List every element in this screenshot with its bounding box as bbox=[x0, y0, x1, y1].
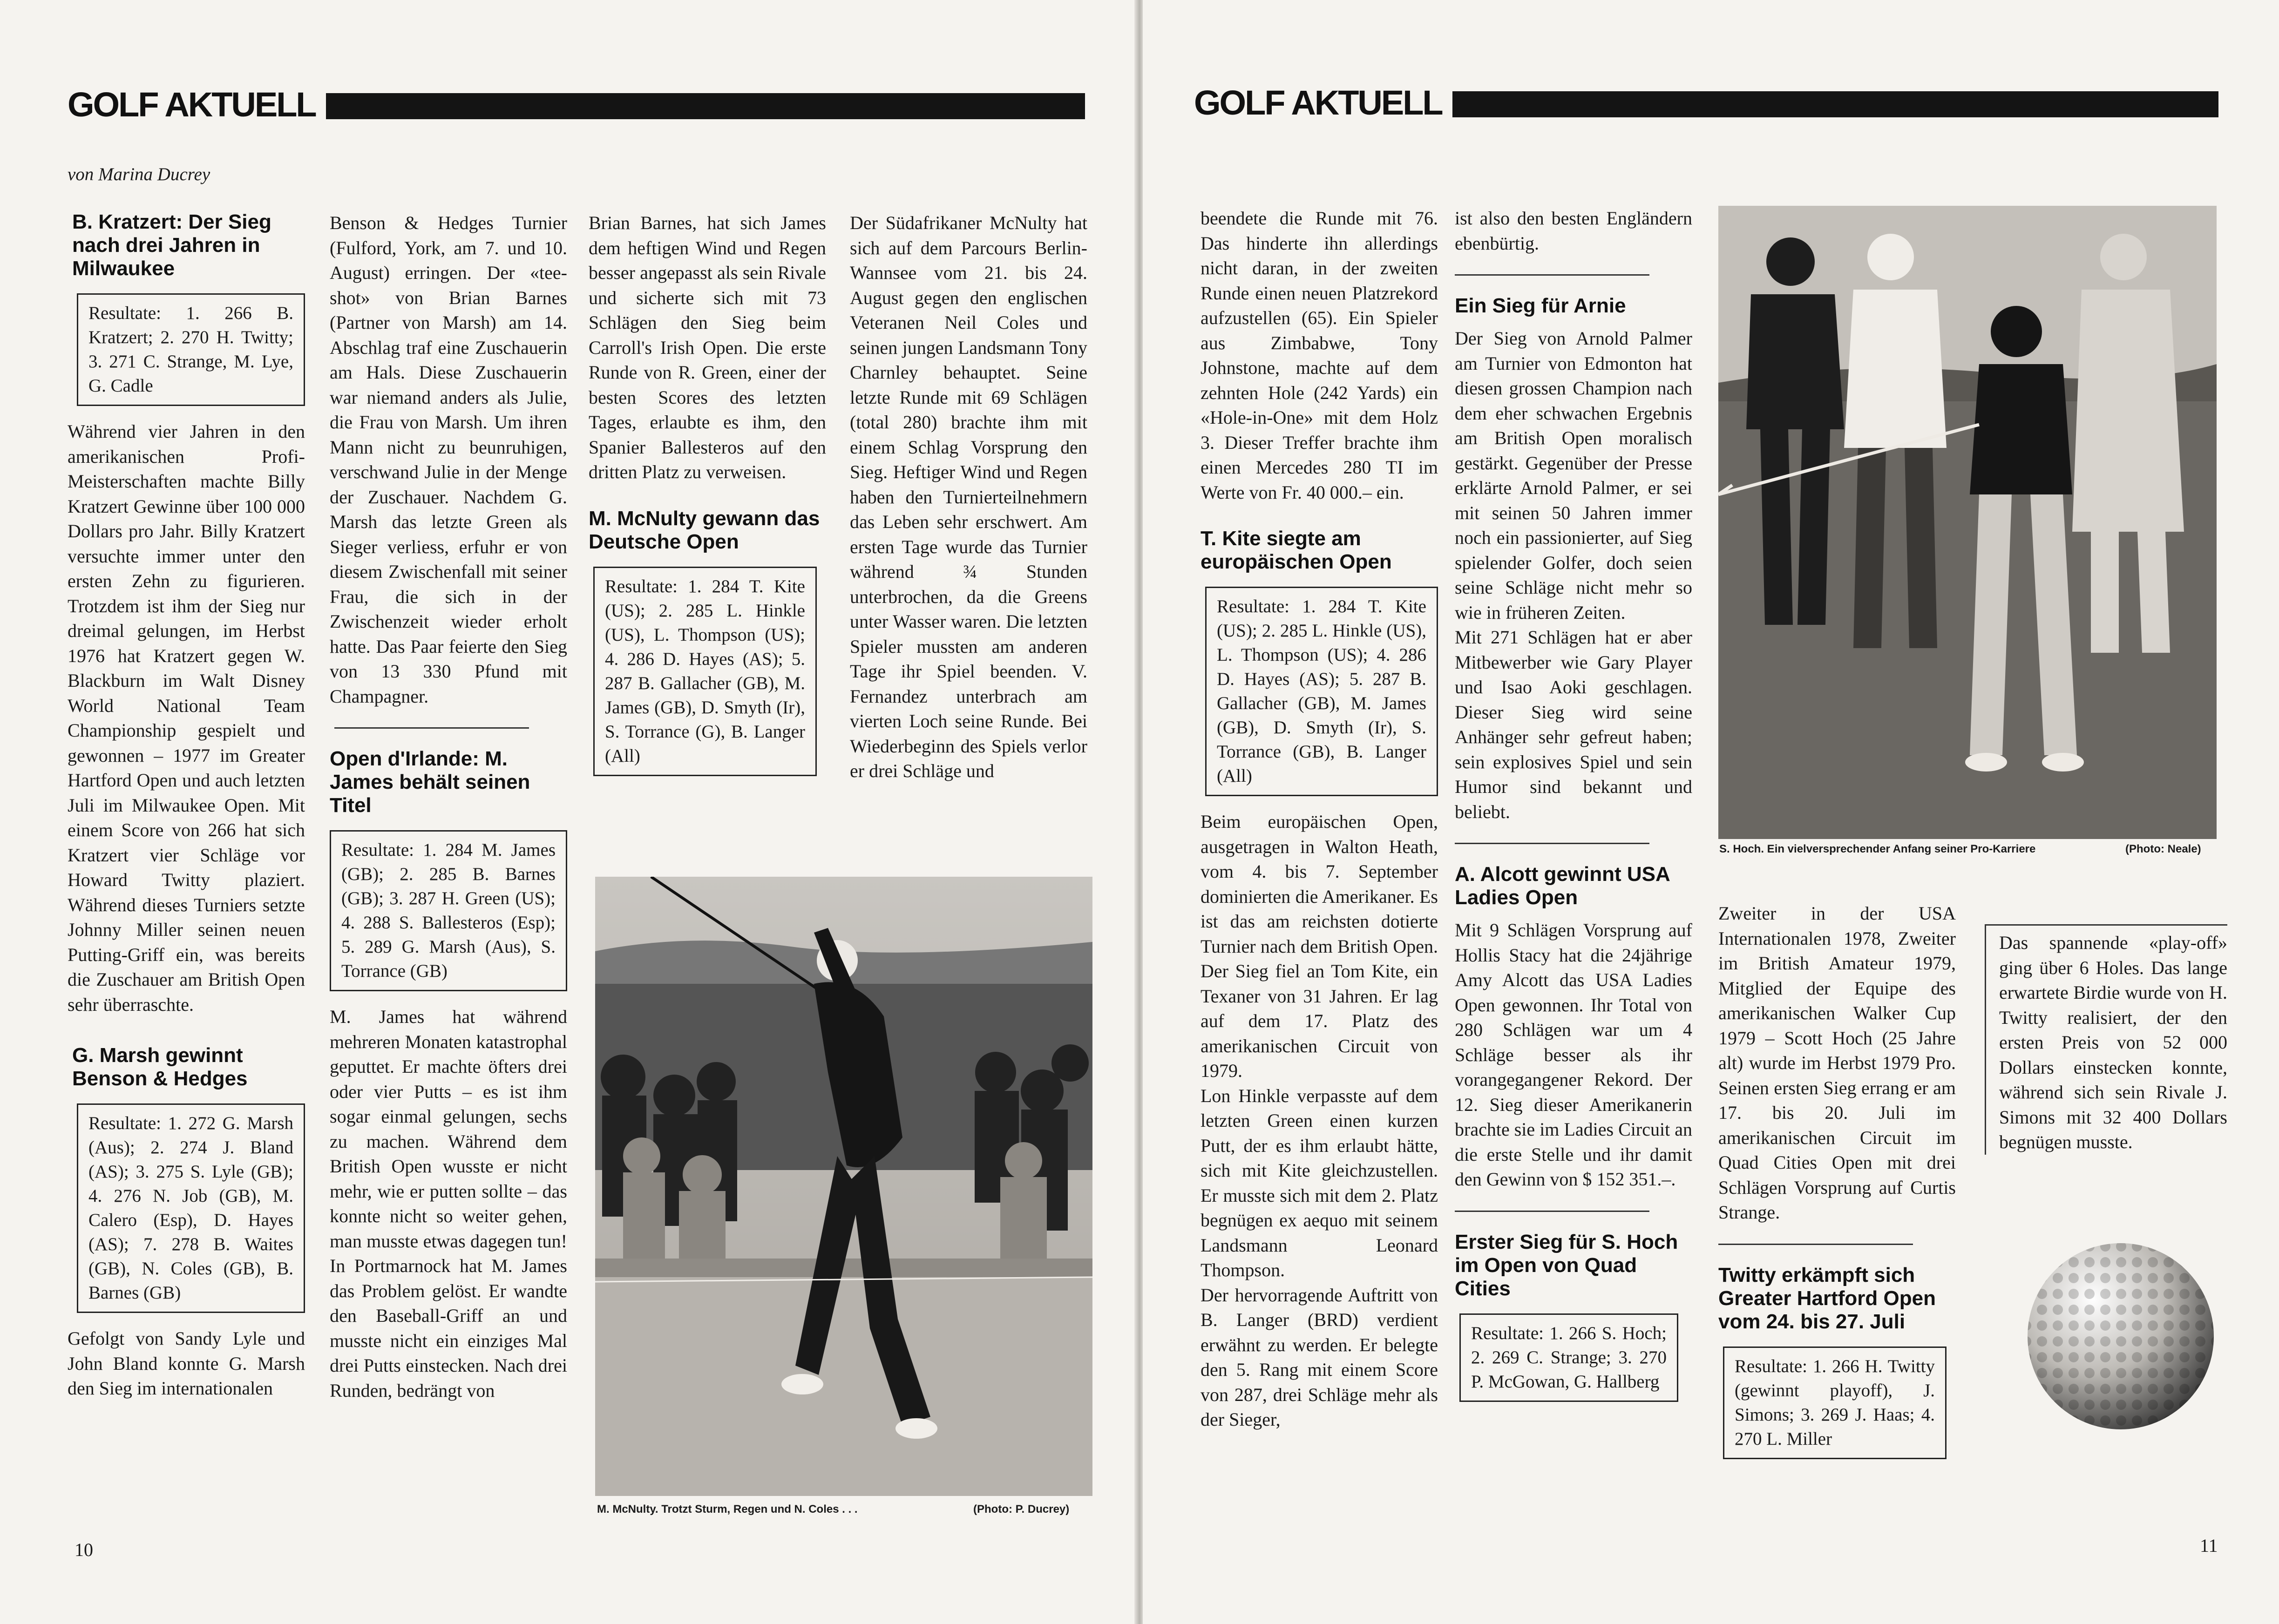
article-paragraph: Mit 271 Schlägen hat er aber Mitbewerber wie Gary Player und Isao Aoki geschlagen. Dieser Sieg wird seine Anhänger sehr gefreut haben; sein explosives Spiel und sein Humor sind bekannt und beliebt. bbox=[1455, 627, 1692, 822]
results-box: Resultate: 1. 266 H. Twitty (gewinnt playoff), J. Simons; 3. 269 J. Haas; 4. 270 L. Miller bbox=[1723, 1347, 1947, 1459]
section-divider bbox=[1455, 1211, 1649, 1212]
article-column bbox=[68, 210, 305, 1401]
results-box: Resultate: 1. 272 G. Marsh (Aus); 2. 274 J. Bland (AS); 3. 275 S. Lyle (GB); 4. 276 N. Job (GB), M. Calero (Esp), D. Hayes (AS); 7. 278 B. Waites (GB), N. Coles (GB), B. Barnes (GB) bbox=[77, 1103, 305, 1313]
article-heading: Ein Sieg für Arnie bbox=[1455, 294, 1626, 317]
article-heading: G. Marsh gewinnt Benson & Hedges bbox=[72, 1044, 248, 1090]
article-column bbox=[850, 210, 1087, 784]
section-header-right bbox=[1194, 83, 2218, 122]
section-header-left bbox=[68, 85, 1085, 124]
photo-caption: M. McNulty. Trotzt Sturm, Regen und N. Coles . . . bbox=[597, 1503, 858, 1516]
article-column bbox=[1201, 206, 1438, 1432]
article-paragraph: Zweiter in der USA Internationalen 1978, Zweiter im British Amateur 1979, Mitglied der Equipe des amerikanischen Walker Cup 1979 – Scott Hoch (25 Jahre alt) wurde im Herbst 1979 Pro. Seinen ersten Sieg errang er am 17. bis 20. Juli im amerikanischen Circuit im Quad Cities Open mit drei Schlägen Vorsprung auf Curtis Strange. bbox=[1718, 903, 1956, 1223]
article-column bbox=[1455, 206, 1692, 1415]
article-paragraph: Der Sieg von Arnold Palmer am Turnier von Edmonton hat diesen grossen Champion nach dem eher schwachen Ergebnis am British Open moralisch gestärkt. Gegenüber der Presse erklärte Arnold Palmer, er sei mit seinen 50 Jahren immer noch ein passionierter, auf Sieg spielender Golfer, doch seien seine Schläge nicht mehr so wie in früheren Zeiten. bbox=[1455, 328, 1692, 623]
spectators-photo bbox=[1718, 206, 2217, 839]
article-paragraph: Während vier Jahren in den amerikanischen Profi-Meisterschaften machte Billy Kratzert Gewinne über 100 000 Dollars pro Jahr. Billy Kratzert versuchte immer unter den ersten Zehn zu figurieren. Trotzdem ist ihm der Sieg nur dreimal gelungen, im Herbst 1976 hat Kratzert gegen W. Blackburn im Walt Disney World National Team Championship gespielt und gewonnen – 1977 im Greater Hartford Open und auch letzten Juli im Milwaukee Open. Mit einem Score von 266 hat sich Kratzert vier Schläge vor Howard Twitty plaziert. Während dieses Turniers setzte Johnny Miller seinen neuen Putting-Griff ein, was bereits die Zuschauer am British Open sehr überraschte. bbox=[68, 421, 305, 1015]
article-paragraph: Mit 9 Schlägen Vorsprung auf Hollis Stacy hat die 24jährige Amy Alcott das USA Ladies Open gewonnen. Ihr Total von 280 Schlägen war um 4 Schläge besser als ihr vorangegangener Rekord. Der 12. Sieg dieser Amerikanerin brachte sie im Ladies Circuit an die erste Stelle und ihr damit den Gewinn von $ 152 351.–. bbox=[1455, 920, 1692, 1190]
section-divider bbox=[1455, 843, 1649, 844]
results-box: Resultate: 1. 284 M. James (GB); 2. 285 B. Barnes (GB); 3. 287 H. Green (US); 4. 288 S. Ballesteros (Esp); 5. 289 G. Marsh (Aus), S. Torrance (GB) bbox=[330, 830, 567, 991]
article-paragraph: M. James hat während mehreren Monaten katastrophal geputtet. Er machte öfters drei oder vier Putts – es ist ihm sogar einmal gelungen, sechs zu machen. Während dem British Open wusste er nicht mehr, wie er putten sollte – das konnte nicht so weiter gehen, man musste etwas dagegen tun! In Portmarnock hat M. James das Problem gelöst. Er wandte den Baseball-Griff an und musste nicht ein einziges Mal drei Putts einstecken. Nach drei Runden, bedrängt von bbox=[330, 1006, 567, 1401]
article-paragraph: Beim europäischen Open, ausgetragen in Walton Heath, vom 4. bis 7. September dominierten die Amerikaner. Es ist das am reichsten dotierte Turnier nach dem British Open. Der Sieg fiel an Tom Kite, ein Texaner von 31 Jahren. Er lag auf dem 17. Platz des amerikanischen Circuit von 1979. bbox=[1201, 811, 1438, 1081]
golfer-follow-through-image bbox=[1718, 206, 2217, 839]
article-paragraph: Brian Barnes, hat sich James dem heftigen Wind und Regen besser angepasst als sein Rivale und sicherte sich mit 73 Schlägen den Sieg beim Carroll's Irish Open. Die erste Runde von R. Green, einer der besten Scores des letzten Tages, erlaubte es ihm, den Spanier Ballesteros auf den dritten Platz zu verweisen. bbox=[589, 212, 826, 482]
right-page bbox=[1143, 0, 2279, 1624]
article-heading: A. Alcott gewinnt USA Ladies Open bbox=[1455, 863, 1670, 909]
results-box: Resultate: 1. 284 T. Kite (US); 2. 285 L. Hinkle (US), L. Thompson (US); 4. 286 D. Hayes (AS); 5. 287 B. Gallacher (GB), M. James (GB), D. Smyth (Ir), S. Torrance (GB), B. Langer (All) bbox=[1205, 587, 1438, 796]
page-number: 10 bbox=[75, 1539, 93, 1560]
article-paragraph: Der Südafrikaner McNulty hat sich auf dem Parcours Berlin-Wannsee vom 21. bis 24. August gegen den englischen Veteranen Neil Coles und seinen jungen Landsmann Tony Charnley behauptet. Seine letzte Runde mit 69 Schlägen (total 280) brachte ihm mit einem Schlag Vorsprung den Sieg. Heftiger Wind und Regen haben den Turnierteilnehmern das Leben sehr erschwert. Am ersten Tage wurde das Turnier während ¾ Stunden unterbrochen, da die Greens unter Wasser waren. Die letzten Spieler mussten am anderen Tage ihr Spiel beenden. V. Fernandez unterbrach am vierten Loch seine Runde. Bei Wiederbeginn des Spiels verlor er drei Schläge und bbox=[850, 212, 1087, 781]
article-paragraph: ist also den besten Engländern ebenbürtig. bbox=[1455, 208, 1692, 254]
article-paragraph: Das spannende «play-off» ging über 6 Holes. Das lange erwartete Birdie wurde von H. Twitty realisiert, der den ersten Preis von 52 000 Dollars einstecken konnte, während sich sein Rivale J. Simons mit 32 400 Dollars begnügen musste. bbox=[1999, 932, 2227, 1152]
article-paragraph: beendete die Runde mit 76. Das hinderte ihn allerdings nicht daran, in der zweiten Runde einen neuen Platzrekord aufzustellen (65). Ein Spieler aus Zimbabwe, Tony Johnstone, machte auf dem zehnten Hole (242 Yards) ein «Hole-in-One» mit dem Holz 3. Dieser Treffer brachte ihm einen Mercedes 280 TI im Werte von Fr. 40 000.– ein. bbox=[1201, 208, 1438, 503]
photo-caption: S. Hoch. Ein vielversprechender Anfang seiner Pro-Karriere bbox=[1719, 843, 2036, 855]
golfer-swing-image bbox=[595, 877, 1092, 1496]
article-heading: B. Kratzert: Der Sieg nach drei Jahren in Milwaukee bbox=[72, 210, 271, 280]
photo-credit: (Photo: Neale) bbox=[2125, 843, 2201, 855]
section-title: GOLF AKTUELL bbox=[1194, 83, 1442, 122]
header-bar bbox=[1452, 91, 2218, 117]
article-heading: T. Kite siegte am europäischen Open bbox=[1201, 527, 1392, 573]
left-page bbox=[0, 0, 1136, 1624]
header-bar bbox=[326, 93, 1085, 119]
article-column bbox=[1718, 901, 1956, 1472]
section-divider bbox=[1718, 1244, 1913, 1245]
results-box: Resultate: 1. 266 B. Kratzert; 2. 270 H. Twitty; 3. 271 C. Strange, M. Lye, G. Cadle bbox=[77, 293, 305, 406]
photo-credit: (Photo: P. Ducrey) bbox=[973, 1503, 1070, 1516]
article-paragraph: Benson & Hedges Turnier (Fulford, York, am 7. und 10. August) erringen. Der «tee-shot» von Brian Barnes (Partner von Marsh) am 14. Abschlag traf eine Zuschauerin am Hals. Diese Zuschauerin war niemand anders als Julie, die Frau von Marsh. Um ihren Mann nicht zu beunruhigen, verschwand Julie in der Menge der Zuschauer. Nachdem G. Marsh das letzte Green als Sieger verliess, erfuhr er von diesem Zwischenfall mit seiner Frau, die sich in der Zwischenzeit wieder erholt hatte. Das Paar feierte den Sieg von 13 330 Pfund mit Champagner. bbox=[330, 212, 567, 707]
results-box: Resultate: 1. 266 S. Hoch; 2. 269 C. Strange; 3. 270 P. McGowan, G. Hallberg bbox=[1459, 1313, 1678, 1402]
article-paragraph: Gefolgt von Sandy Lyle und John Bland konnte G. Marsh den Sieg im internationalen bbox=[68, 1328, 305, 1399]
golfer-swing-photo bbox=[595, 877, 1092, 1496]
article-column bbox=[330, 210, 567, 1403]
section-title: GOLF AKTUELL bbox=[68, 85, 316, 124]
article-paragraph: Der hervorragende Auftritt von B. Langer (BRD) verdient erwähnt zu werden. Er belegte den 5. Rang mit einem Score von 287, drei Schläge mehr als der Sieger, bbox=[1201, 1284, 1438, 1430]
article-heading: M. McNulty gewann das Deutsche Open bbox=[589, 507, 820, 553]
author-byline: von Marina Ducrey bbox=[68, 164, 210, 184]
article-column bbox=[1985, 924, 2227, 1155]
article-heading: Open d'Irlande: M. James behält seinen Titel bbox=[330, 747, 530, 817]
article-column bbox=[589, 210, 826, 789]
article-heading: Twitty erkämpft sich Greater Hartford Open vom 24. bis 27. Juli bbox=[1718, 1263, 1936, 1333]
section-divider bbox=[334, 727, 529, 729]
page-number: 11 bbox=[2200, 1535, 2218, 1556]
results-box: Resultate: 1. 284 T. Kite (US); 2. 285 L. Hinkle (US), L. Thompson (US); 4. 286 D. Hayes (AS); 5. 287 B. Gallacher (GB), M. James (GB), D. Smyth (Ir), S. Torrance (G), B. Langer (All) bbox=[593, 567, 817, 776]
section-divider bbox=[1455, 274, 1649, 276]
article-heading: Erster Sieg für S. Hoch im Open von Quad Cities bbox=[1455, 1230, 1678, 1300]
article-paragraph: Lon Hinkle verpasste auf dem letzten Green einen kurzen Putt, der es ihm erlaubt hätte, sich mit Kite gleichzustellen. Er musste sich mit dem 2. Platz begnügen ex aequo mit seinem Landsmann Leonard Thompson. bbox=[1201, 1085, 1438, 1280]
golf-ball-image bbox=[2018, 1238, 2223, 1434]
